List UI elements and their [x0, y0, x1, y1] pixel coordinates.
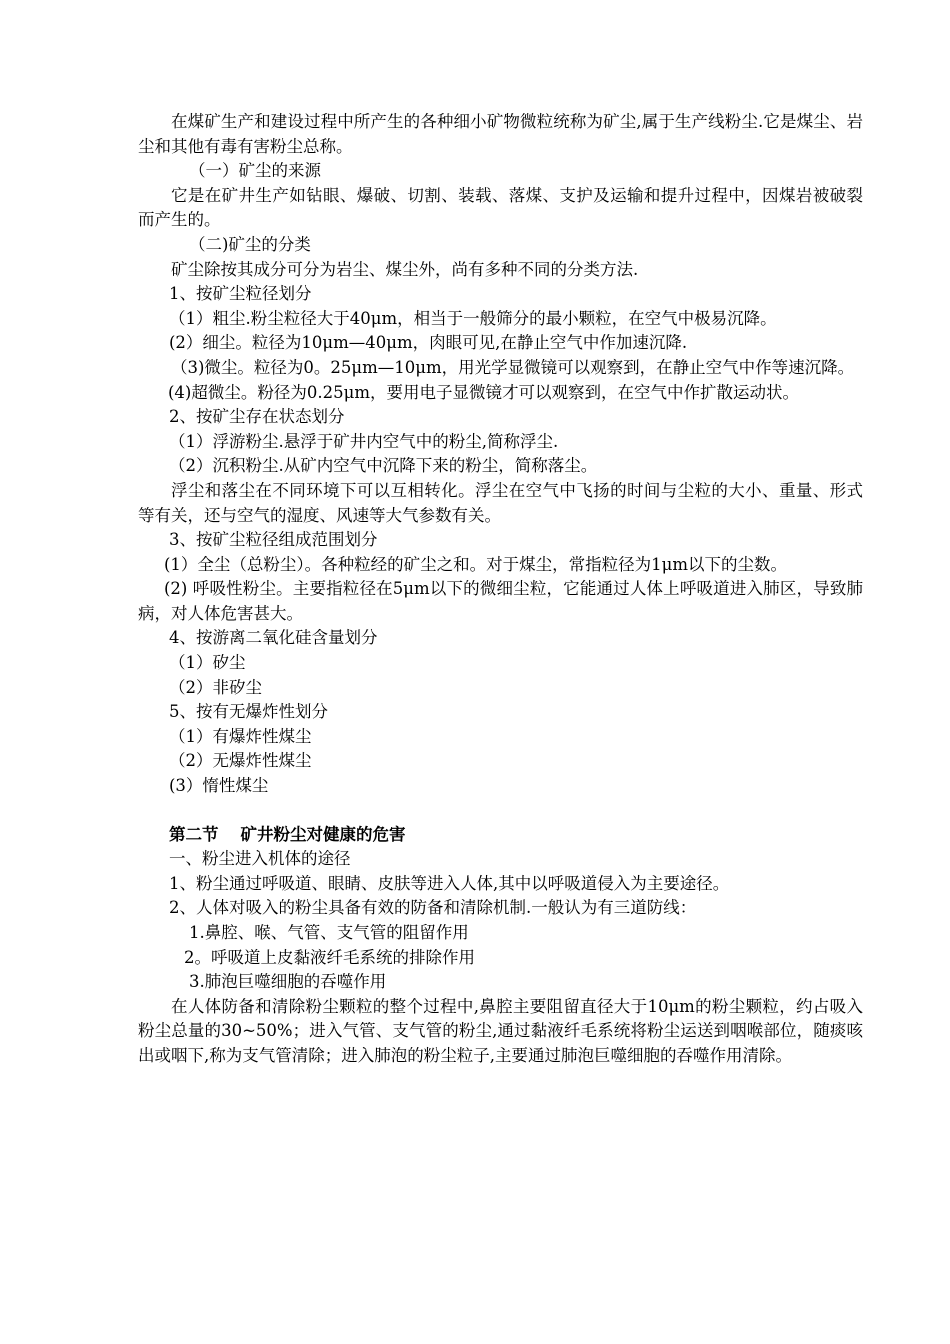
- list-item-inert-coal-dust: (3）惰性煤尘: [169, 776, 269, 796]
- defense-line-2: 2。呼吸道上皮黏液纤毛系统的排除作用: [184, 947, 475, 967]
- paragraph-intro: 在煤矿生产和建设过程中所产生的各种细小矿物微粒统称为矿尘,属于生产线粉尘.它是煤尘、岩尘和其他有毒有害粉尘总称。: [138, 112, 863, 156]
- list-item-coarse-dust: （1）粗尘.粉尘粒径大于40μm，相当于一般筛分的最小颗粒，在空气中极易沉降。: [169, 308, 777, 328]
- list-item-respirable-dust: (2) 呼吸性粉尘。主要指粒径在5μm以下的微细尘粒，它能通过人体上呼吸道进入肺区，导致肺病，对人体危害甚大。: [138, 579, 863, 623]
- heading-dust-source: （一）矿尘的来源: [189, 161, 321, 181]
- list-item-defense-mechanism: 2、人体对吸入的粉尘具备有效的防备和清除机制.一般认为有三道防线：: [169, 898, 697, 918]
- paragraph-dust-source: 它是在矿井生产如钻眼、爆破、切割、装载、落煤、支护及运输和提升过程中，因煤岩被破裂而产生的。: [138, 185, 863, 230]
- list-item-non-explosive-coal-dust: （2）无爆炸性煤尘: [169, 751, 312, 771]
- list-item-fine-dust: (2）细尘。粒径为10μm—40μm，肉眼可见,在静止空气中作加速沉降.: [169, 333, 688, 353]
- list-item-floating-dust: （1）浮游粉尘.悬浮于矿井内空气中的粉尘,简称浮尘.: [169, 431, 559, 451]
- section-title: 矿井粉尘对健康的危害: [240, 824, 406, 844]
- paragraph-classification-intro: 矿尘除按其成分可分为岩尘、煤尘外，尚有多种不同的分类方法.: [171, 259, 639, 279]
- heading-dust-classification: （二)矿尘的分类: [189, 234, 311, 254]
- defense-line-1: 1.鼻腔、喉、气管、支气管的阻留作用: [189, 923, 469, 942]
- paragraph-clearance-process: 在人体防备和清除粉尘颗粒的整个过程中,鼻腔主要阻留直径大于10μm的粉尘颗粒，约占吸入粉尘总量的30~50%；进入气管、支气管的粉尘,通过黏液纤毛系统将粉尘运送到咽喉部位，随痰咳出或咽下,称为支气管清除；进入肺泡的粉尘粒子,主要通过肺泡巨噬细胞的吞噬作用清除。: [138, 996, 863, 1065]
- list-heading-by-silica: 4、按游离二氧化硅含量划分: [169, 628, 378, 648]
- list-heading-by-range: 3、按矿尘粒径组成范围划分: [169, 530, 378, 550]
- section-spacer: [138, 799, 863, 823]
- list-item-total-dust: (1）全尘（总粉尘）。各种粒经的矿尘之和。对于煤尘，常指粒径为1μm以下的尘数。: [164, 554, 788, 574]
- list-item-explosive-coal-dust: （1）有爆炸性煤尘: [169, 726, 312, 746]
- paragraph-dust-conversion: 浮尘和落尘在不同环境下可以互相转化。浮尘在空气中飞扬的时间与尘粒的大小、重量、形式等有关，还与空气的湿度、风速等大气参数有关。: [138, 480, 863, 525]
- list-item-silica-dust: （1）矽尘: [169, 653, 246, 673]
- list-item-ultrafine-dust: (4)超微尘。粉径为0.25μm，要用电子显微镜才可以观察到，在空气中作扩散运动状。: [168, 382, 799, 402]
- defense-line-3: 3.肺泡巨噬细胞的吞噬作用: [189, 972, 387, 992]
- list-heading-by-state: 2、按矿尘存在状态划分: [169, 407, 345, 427]
- list-item-settled-dust: （2）沉积粉尘.从矿内空气中沉降下来的粉尘，简称落尘。: [169, 456, 598, 476]
- list-heading-by-explosiveness: 5、按有无爆炸性划分: [169, 702, 328, 722]
- subsection-heading-entry-routes: 一、粉尘进入机体的途径: [169, 849, 351, 869]
- section-number: 第二节: [169, 824, 219, 844]
- document-body: [138, 110, 863, 1069]
- list-item-entry-route: 1、粉尘通过呼吸道、眼睛、皮肤等进入人体,其中以呼吸道侵入为主要途径。: [169, 873, 730, 893]
- list-item-non-silica-dust: （2）非矽尘: [169, 677, 262, 697]
- list-item-micro-dust: （3)微尘。粒径为0。25μm—10μm，用光学显微镜可以观察到，在静止空气中作等速沉降。: [171, 357, 855, 377]
- list-heading-by-size: 1、按矿尘粒径划分: [169, 284, 312, 304]
- section-heading: [138, 823, 863, 848]
